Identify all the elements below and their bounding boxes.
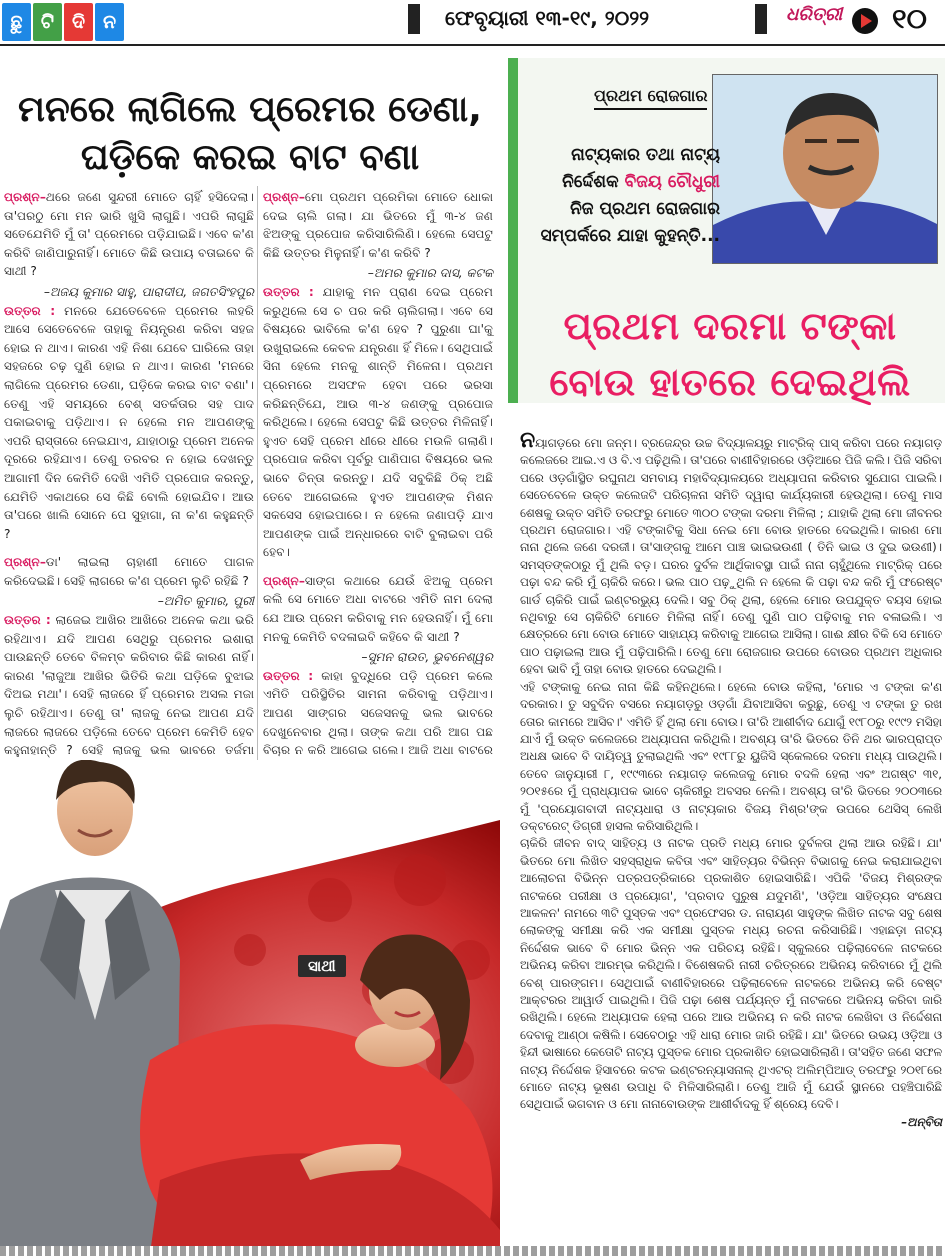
article-byline: –ଅନ୍ବିତା xyxy=(901,1114,942,1129)
question-text: ସାଙ୍ଗ କଥାରେ ଯେଉଁ ଝିଅକୁ ପ୍ରେମ କଲି ସେ ମୋତେ ଅଧା ବାଟରେ ଏମିତି ନାମ ଦେଲା ଯେ ଆଉ ପ୍ରେମ କରିବାକୁ ମନ ହେଉନାହିଁ। ମୁଁ ମୋ ମନକୁ କେମିତି ବଦଳାଇବି କହିବେ କି ସାଥୀ ? xyxy=(263,573,493,644)
answer-label: ଉତ୍ତର : xyxy=(4,303,56,318)
bottom-decorative-strip xyxy=(0,1246,945,1256)
question-signature: –ସୁମନ ରାଉତ, ଭୁବନେଶ୍ୱର xyxy=(361,650,493,665)
couple-photo xyxy=(0,760,500,1254)
article-headline xyxy=(520,298,940,410)
question-signature: –ଅମିତ କୁମାର, ପୁରୀ xyxy=(157,594,254,609)
headline-line: ପ୍ରଥମ ଦରମା ଟଙ୍କା xyxy=(563,304,897,348)
question-label: ପ୍ରଶ୍ନ– xyxy=(263,573,305,588)
drop-cap: ନ xyxy=(520,428,536,453)
question-text: ମୋ ପ୍ରଥମ ପ୍ରେମିକା ମୋତେ ଧୋକା ଦେଇ ଚାଲି ଗଲା। ଯା ଭିତରେ ମୁଁ ୩-୪ ଜଣ ଝିଅଙ୍କୁ ପ୍ରପୋଜ କରିସାରିଲିଣି। ହେଲେ ସେପଟୁ କିଛି ଉତ୍ତର ମିଳୁନାହିଁ। କ'ଣ କରିବି ? xyxy=(263,190,493,260)
couple-illustration xyxy=(0,760,500,1254)
question-signature: –ଅମର କୁମାର ଦାସ, କଟକ xyxy=(367,266,493,281)
article-body xyxy=(520,428,942,1131)
portrait-illustration xyxy=(713,75,938,264)
intro-text: ନାଟ୍ୟକାର ତଥା ନାଟ୍ୟ ନିର୍ଦ୍ଦେଶକ xyxy=(562,145,720,192)
page-number: ୧୦ xyxy=(892,2,927,35)
issue-date: ଫେବୃୟାରୀ ୧୩-୧୯, ୨୦୨୨ xyxy=(445,6,650,30)
section-logo-letter: ଟି xyxy=(33,3,62,41)
question-label: ପ୍ରଶ୍ନ– xyxy=(263,190,305,204)
article-paragraph: ନୟାଗଡ଼ରେ ମୋ ଜନ୍ମ। ବ୍ରଜେନ୍ଦ୍ର ଉଚ୍ଚ ବିଦ୍ୟାଳୟରୁ ମାଟ୍ରିକ୍ ପାସ୍ କରିବା ପରେ ନୟାଗଡ଼ କଲେଜରେ ଆଇ.ଏ ଓ ବି.ଏ ପଢ଼ିଥିଲି। ତା'ପରେ ବାଣୀବିହାରରେ ଓଡ଼ିଆରେ ପିଜି କଲି। ପିଜି ସରିବା ପରେ ଓଡ଼ଗାଁସ୍ଥିତ ରଘୁନାଥ ସମବାୟ ମହାବିଦ୍ୟାଳୟରେ ଅଧ୍ୟାପନା କରିବାର ସୁଯୋଗ ପାଇଲି। ସେତେବେଳେ ଉକ୍ତ କଲେଜଟି ପରିଚାଳନା ସମିତି ଦ୍ୱାରା କାର୍ଯ୍ୟକାରୀ ହେଉଥିଲା। ତେଣୁ ମାସ ଶେଷକୁ ଉକ୍ତ ସମିତି ତରଫରୁ ମୋତେ ୩୦୦ ଟଙ୍କା ଦରମା ମିଳିଲା ; ଯାହାକି ଥିଲା ମୋ ଜୀବନର ପ୍ରଥମ ରୋଜଗାର। ଏହି ଟଙ୍କାଟିକୁ ସିଧା ନେଇ ମୋ ବୋଉ ହାତରେ ଦେଇଥିଲି। କାରଣ ମୋ ନାନା ଥିଲେ ଜଣେ ଦରଜୀ। ତା'ସାଙ୍ଗକୁ ଆମେ ପାଞ୍ଚ ଭାଇଭଉଣୀ ( ତିନି ଭାଇ ଓ ଦୁଇ ଭଉଣୀ)। ସମସ୍ତଙ୍କଠାରୁ ମୁଁ ଥିଲି ବଡ଼। ଘରର ଦୁର୍ବଳ ଆର୍ଥିକାବସ୍ଥା ପାଇଁ ନାନା ଚାହୁଁଥିଲେ ମାଟ୍ରିକ୍ ପରେ ପଢ଼ା ବନ୍ଦ କରି ମୁଁ ଚାକିରି କରେ। ଭଲ ପାଠ ପଢ଼ୁଥିଲି ନ ହେଲେ କି ପଢ଼ା ବନ୍ଦ କରି ମୁଁ ଫରେଷ୍ଟ ଗାର୍ଡ ଚାକିରି ପାଇଁ ଇଣ୍ଟରଭ୍ୟୁ ଦେଲି। ସବୁ ଠିକ୍ ଥିଲା, ହେଲେ ମୋର ଉପଯୁକ୍ତ ବୟସ ହୋଇ ନଥିବାରୁ ସେ ଚାକିରିଟି ମୋତେ ମିଳିଲା ନାହିଁ। ତେଣୁ ପୁଣି ପାଠ ପଢ଼ିବାକୁ ମନ ବଳାଇଲି। ଏ କ୍ଷେତ୍ରରେ ମୋ ବୋଉ ମୋତେ ସାହାଯ୍ୟ କରିବାକୁ ଆଗେଇ ଆସିଲା। ଗାଈ କ୍ଷୀର ବିକି ସେ ମୋତେ ପାଠ ପଢ଼ାଇଲା ଆଉ ମୁଁ ପଢ଼ିପାରିଲି। ତେଣୁ ମୋ ରୋଜଗାର ଉପରେ ବୋଉର ପ୍ରଥମ ଅଧିକାର ହେବା ଭାବି ମୁଁ ତାହା ବୋଉ ହାତରେ ଦେଇଥିଲି। xyxy=(520,428,942,677)
section-logo-letter: ନ xyxy=(95,3,124,41)
answer-text: ଲାଜେଇ ଆଖିର ଆଖିରେ ଅନେକ କଥା ଭରି ରହିଥାଏ। ଯଦି ଆପଣ ସେଥିରୁ ପ୍ରେମର ଇଶାରା ପାଉଛନ୍ତି ତେବେ ବିଳମ୍ବ କରିବାର କିଛି କାରଣ ନାହିଁ। କାରଣ 'ଲାଜୁଆ ଆଖିର ଭିତିରି କଥା ଘଡ଼ିକେ ବୁଝାଇ ଦିଅଇ ମଥା'। ସେହି ଲାଜରେ ହିଁ ପ୍ରେମର ଅସଲ ମଜା ଲୁଚି ରହିଥାଏ। ତେଣୁ ତା' ଲାଜକୁ ନେଇ ଆପଣ ଯଦି ଲାଜରେ ଲାଜରେ ପଡ଼ିଲେ ତେବେ ପ୍ରେମ କେମିତି ହେବ କହୁନାହାନ୍ତି ? ସେହି ଲାଜକୁ ଭଲ ଭାବରେ ତର୍ଜମା xyxy=(4,613,254,758)
intro-person-name: ବିଜୟ ଚୌଧୁରୀ xyxy=(624,172,720,192)
question-label: ପ୍ରଶ୍ନ– xyxy=(4,555,46,570)
photo-caption: ସାଥୀ xyxy=(298,955,346,977)
qa-column-left xyxy=(4,188,254,807)
play-icon xyxy=(852,8,878,34)
question-label: ପ୍ରଶ୍ନ– xyxy=(4,190,46,204)
article-paragraph: ଏହି ଟଙ୍କାକୁ ନେଇ ନାନା କିଛି କହିନଥିଲେ। ହେଲେ ବୋଉ କହିଲା, 'ମୋର ଏ ଟଙ୍କା କ'ଣ ଦରକାର। ତୁ ସବୁଦିନ ବସରେ ନୟାଗଡ଼ରୁ ଓଡ଼ଗାଁ ଯିବାଆସିବା କରୁଛୁ, ତେଣୁ ଏ ଟଙ୍କା ତୁ ରଖ ତୋର କାମରେ ଆସିବ।' ଏମିତି ହିଁ ଥିଲା ମୋ ବୋଉ। ତା'ରି ଆଶୀର୍ବାଦ ଯୋଗୁଁ ୧୯୮୦ରୁ ୧୯୯୨ ମସିହା ଯାଏଁ ମୁଁ ଉକ୍ତ କଲେଜରେ ଅଧ୍ୟାପନା କରିଥିଲି। ଅବଶ୍ୟ ତା'ରି ଭିତରେ ତିନି ଥର ଭାରପ୍ରାପ୍ତ ଅଧକ୍ଷ ଭାବେ ବି ଦାୟିତ୍ୱ ତୁଲାଇଥିଲି ଏବଂ ୧୯୮୮ରୁ ୟୁଜିସି ସ୍କେଲରେ ଦରମା ମଧ୍ୟ ପାଉଥିଲି। ତେବେ ଜାନୁୟାରୀ ୮, ୧୯୯୩ରେ ନୟାଗଡ଼ କଲେଜକୁ ମୋର ବଦଳି ହେଲା ଏବଂ ଅଗଷ୍ଟ ୩୧, ୨୦୧୫ରେ ମୁଁ ପ୍ରାଧ୍ୟାପକ ଭାବେ ଚାକିରୀରୁ ଅବସର ନେଲି। ଅବଶ୍ୟ ତା'ରି ଭିତରେ ୨୦୦୩ରେ ମୁଁ 'ପ୍ରୟୋଗବାଦୀ ନାଟ୍ୟଧାରା ଓ ନାଟ୍ୟକାର ବିଜୟ ମିଶ୍ର'ଙ୍କ ଉପରେ ଥେସିସ୍ ଲେଖି ଡକ୍ଟରେଟ୍ ଡିଗ୍ରୀ ହାସଲ କରିସାରିଥିଲି। xyxy=(520,679,942,833)
title-line: ମନରେ ଲାଗିଲେ ପ୍ରେମର ଡେଣା, xyxy=(18,89,482,130)
article-paragraph: ଚାକିରି ଜୀବନ ବାଦ୍ ସାହିତ୍ୟ ଓ ନାଟକ ପ୍ରତି ମଧ୍ୟ ମୋର ଦୁର୍ବଳତା ଥିଲା ଆଉ ରହିଛି। ଯା' ଭିତରେ ମୋ ଲିଖିତ ସହସ୍ରାଧିକ କବିତା ଏବଂ ସାହିତ୍ୟର ବିଭିନ୍ନ ବିଭାଗକୁ ନେଇ କରାଯାଇଥିବା ଆଲୋଚନା ବିଭିନ୍ନ ପତ୍ରପତ୍ରିକାରେ ପ୍ରକାଶିତ ହୋଇସାରିଛି। ଏପିକି 'ବିଜୟ ମିଶ୍ରଙ୍କ ନାଟକରେ ପରୀକ୍ଷା ଓ ପ୍ରୟୋଗ', 'ପ୍ରବାଦ ପୁରୁଷ ଯଦୁମଣି', 'ଓଡ଼ିଆ ସାହିତ୍ୟର ସଂକ୍ଷେପ ଆକଳନ' ନାମରେ ୩ଟି ପୁସ୍ତକ ଏବଂ ପ୍ରଫେସର ଡ. ନାରାୟଣ ସାହୁଙ୍କ ଲିଖିତ ନାଟକ ସବୁ ଶେଷ ଲୋକଙ୍କୁ ସମୀକ୍ଷା କରି ଏକ ସମୀକ୍ଷା ପୁସ୍ତକ ମଧ୍ୟ ରଚନା କରିସାରିଛି। ଏହାଛଡ଼ା ନାଟ୍ୟ ନିର୍ଦ୍ଦେଶକ ଭାବେ ବି ମୋର ଭିନ୍ନ ଏକ ପରିଚୟ ରହିଛି। ସ୍କୁଲରେ ପଢ଼ିଲାବେଳେ ନାଟକରେ ଅଭିନୟ କରିବା ଆରମ୍ଭ କରିଥିଲି। ବିଶେଷକରି ନାରୀ ଚରିତ୍ରରେ ଅଭିନୟ କରିବାରେ ମୁଁ ଥିଲି ବେଶ୍ ପାରଙ୍ଗମ। ସେଥିପାଇଁ ବାଣୀବିହାରରେ ପଢ଼ିଲାବେଳେ ନାଟକରେ ଅଭିନୟ କରି ବେଷ୍ଟ ଆକ୍ଟରର ଆୱାର୍ଡ ପାଇଥିଲି। ପିଜି ପଢ଼ା ଶେଷ ପର୍ଯ୍ୟନ୍ତ ମୁଁ ନାଟକରେ ଅଭିନୟ କରିବା ଜାରି ରଖିଥିଲି। ହେଲେ ଅଧ୍ୟାପକ ହେଲା ପରେ ଆଉ ଅଭିନୟ ନ କରି ନାଟକ ଲେଖିବା ଓ ନିର୍ଦ୍ଦେଶନା ଦେବାକୁ ଆଣ୍ଠା କଷିଲି। ସେବେଠାରୁ ଏହି ଧାରା ମୋର ଜାରି ରହିଛି। ଯା' ଭିତରେ ଉଭୟ ଓଡ଼ିଆ ଓ ହିନ୍ଦୀ ଭାଷାରେ କେତୋଟି ନାଟ୍ୟ ପୁସ୍ତକ ମୋର ପ୍ରକାଶିତ ହୋଇସାରିଲାଣି। ତା'ସହିତ ଜଣେ ସଫଳ ନାଟ୍ୟ ନିର୍ଦ୍ଦେଶକ ହିସାବରେ କଟକ ଇଣ୍ଟରନ୍ୟାସନାଲ୍ ଥିଏଟର୍ ଅଲିମ୍ପିଆଡ୍ ତରଫରୁ ୨୦୧୮ରେ ମୋତେ ନାଟ୍ୟ ଭୂଷଣ ଉପାଧି ବି ମିଳିସାରିଲାଣି। ତେଣୁ ଆଜି ମୁଁ ଯେଉଁ ସ୍ଥାନରେ ପହଞ୍ଚିପାରିଛି ସେଥିପାଇଁ ଭଗବାନ ଓ ମୋ ନାନାବୋଉଙ୍କ ଆଶୀର୍ବାଦକୁ ହିଁ ଶ୍ରେୟ ଦେବି। xyxy=(520,836,942,1112)
headline-line: ବୋଉ ହାତରେ ଦେଇଥିଲି xyxy=(549,360,911,404)
section-logo-letter: ଦି xyxy=(64,3,93,41)
brand-name: ଧରିତ୍ରୀ xyxy=(786,4,843,25)
column-divider xyxy=(257,186,258,826)
section-logo xyxy=(2,3,124,41)
qa-item xyxy=(263,188,493,562)
author-portrait xyxy=(712,74,938,264)
answer-text: ମନରେ ଯେତେବେଳେ ପ୍ରେମର ଲହରି ଆସେ ସେତେବେଳେ ତାହାକୁ ନିୟନ୍ତ୍ରଣ କରିବା ସହଜ ହୋଇ ନ ଥାଏ। କାରଣ ଏହି ନିଶା ଯେବେ ଘାରିଲେ ତାହା ସହଜରେ ଚଢ଼ ପୁଣି ହୋଇ ନ ଥାଏ। କାରଣ 'ମନରେ ଲାଗିଲେ ପ୍ରେମର ଡେଣା, ଘଡ଼ିକେ କରଇ ବାଟ ବଣା'। ତେଣୁ ଏହି ସମୟରେ ବେଶ୍ ସତର୍କତାର ସହ ପାଦ ପକାଇବାକୁ ପଡ଼ିଥାଏ। ନ ହେଲେ ମନ ଆପଣଙ୍କୁ ଏପରି ରାସ୍ତାରେ ନେଇଯାଏ, ଯାହାଠାରୁ ପ୍ରେମ ଅନେକ ଦୂରରେ ରହିଯାଏ। ତେଣୁ ତରବର ନ ହୋଇ ଦେଖନ୍ତୁ ଆଗାମୀ ଦିନ କେମିତି ଦେଖି ଏମିତି ପ୍ରପୋଜ କରନ୍ତୁ, ଯେମିତି ଏକାଥରେ ସେ କିଛି ବୋଲି ହୋଇଯିବ। ଆଉ ତା'ପରେ ଖାଲି ସୋନେ ପେ ସୁହାଗା, ନା କ'ଣ କହୁଛନ୍ତି ? xyxy=(4,303,254,541)
article-intro xyxy=(538,142,720,250)
answer-label: ଉତ୍ତର : xyxy=(4,613,51,628)
qa-item xyxy=(4,188,254,543)
answer-text: କାହା ବୁଦ୍ଧିରେ ପଡ଼ି ପ୍ରେମ କଲେ ଏମିତି ପରିସ୍ଥିତିର ସାମନା କରିବାକୁ ପଡ଼ିଥାଏ। ଆପଣ ସାଙ୍ଗର ସଜେସନକୁ ଭଲ ଭାବରେ ଦେଖୁନେବାର ଥିଲା। ତାଙ୍କ କଥା ପରି ଆଗ ପଛ ବିଚାର ନ କରି ଆଗେଇ ଗଲେ। ଆଜି ଅଧା ବାଟରେ xyxy=(263,668,494,758)
answer-label: ଉତ୍ତର : xyxy=(263,668,314,683)
article-kicker: ପ୍ରଥମ ରୋଜଗାର xyxy=(594,86,707,110)
header-divider xyxy=(408,4,420,34)
question-text: ଥରେ ଜଣେ ସୁନ୍ଦରୀ ମୋତେ ଚାହିଁ ହସିଦେଲା। ତା'ପରଠୁ ମୋ ମନ ଭାରି ଖୁସି ଲାଗୁଛି। ଏପରି ଲାଗୁଛି ସତେଯେମିତି ମୁଁ ତା' ପ୍ରେମରେ ପଡ଼ିଯାଇଛି। ଏବେ କ'ଣ କରିବି ଜାଣିପାରୁନାହିଁ। ମୋତେ କିଛି ଉପାୟ ବତାଇବେ କି ସାଥୀ ? xyxy=(4,190,254,279)
qa-column-right xyxy=(263,188,493,844)
page-header xyxy=(0,0,945,46)
intro-text: ନିଜ ପ୍ରଥମ ରୋଜଗାର ସମ୍ପର୍କରେ ଯାହା କୁହନ୍ତି... xyxy=(540,199,720,246)
answer-text: ଯାହାକୁ ମନ ପ୍ରାଣ ଦେଇ ପ୍ରେମ କରୁଥିଲେ ସେ ଚ ପର କରି ଚାଲିଗଲା। ଏବେ ସେ ବିଷୟରେ ଭାବିଲେ କ'ଣ ହେବ ? ପୁରୁଣା ଘା'କୁ ଉଖୁରାଇଲେ କେବଳ ଯନ୍ତ୍ରଣା ହିଁ ମିଳେ। ସେଥିପାଇଁ ସିନା ହେଲେ ମନକୁ ଶାନ୍ତି ମିଳେନା। ପ୍ରଥମ ପ୍ରେମରେ ଅସଫଳ ହେବା ପରେ ଭରସା କରିଛନ୍ତିଯେ, ଆଉ ୩-୪ ଜଣଙ୍କୁ ପ୍ରପୋଜ କରିଥିଲେ। ହେଲେ ସେପଟୁ କିଛି ଉତ୍ତର ମିଳିନାହିଁ। ହୁଏତ ସେହି ପ୍ରେମ ଧୀରେ ଧୀରେ ମଉଳି ଗଲାଣି। ପ୍ରପୋଜ କରିବା ପୂର୍ବରୁ ପାଣିପାଗ ବିଷୟରେ ଭଲ ଭାବେ ଚିନ୍ତା କରନ୍ତୁ। ଯଦି ସବୁକିଛି ଠିକ୍ ଅଛି ତେବେ ଆଗେଇଲେ ହୁଏତ ଆପଣଙ୍କ ମିଶନ ସକସେସ ହୋଇପାରେ। ନ ହେଲେ ଜଣାପଡ଼ି ଯାଏ ଆପଣଙ୍କ ପାଇଁ ଅନ୍ଧାରରେ ବାଟି ବୁଲାଇବା ପରି ହେବ। xyxy=(263,284,494,560)
question-signature: –ଅଜୟ କୁମାର ସାହୁ, ପାରାଦୀପ, ଜଗତସିଂହପୁର xyxy=(43,284,254,299)
section-logo-letter: ଛୁ xyxy=(2,3,31,41)
question-text: ଡା' ଲାଇଲା ଚାହାଣୀ ମୋତେ ପାଗଳ କରିଦେଇଛି। ସେହି ଲାଗରେ କ'ଣ ପ୍ରେମ ଲୁଚି ରହିଛି ? xyxy=(4,555,254,588)
title-line: ଘଡ଼ିକେ କରଇ ବାଟ ବଣା xyxy=(80,137,420,178)
answer-label: ଉତ୍ତର : xyxy=(263,284,314,299)
header-divider xyxy=(755,4,767,34)
love-column-title xyxy=(8,86,492,182)
